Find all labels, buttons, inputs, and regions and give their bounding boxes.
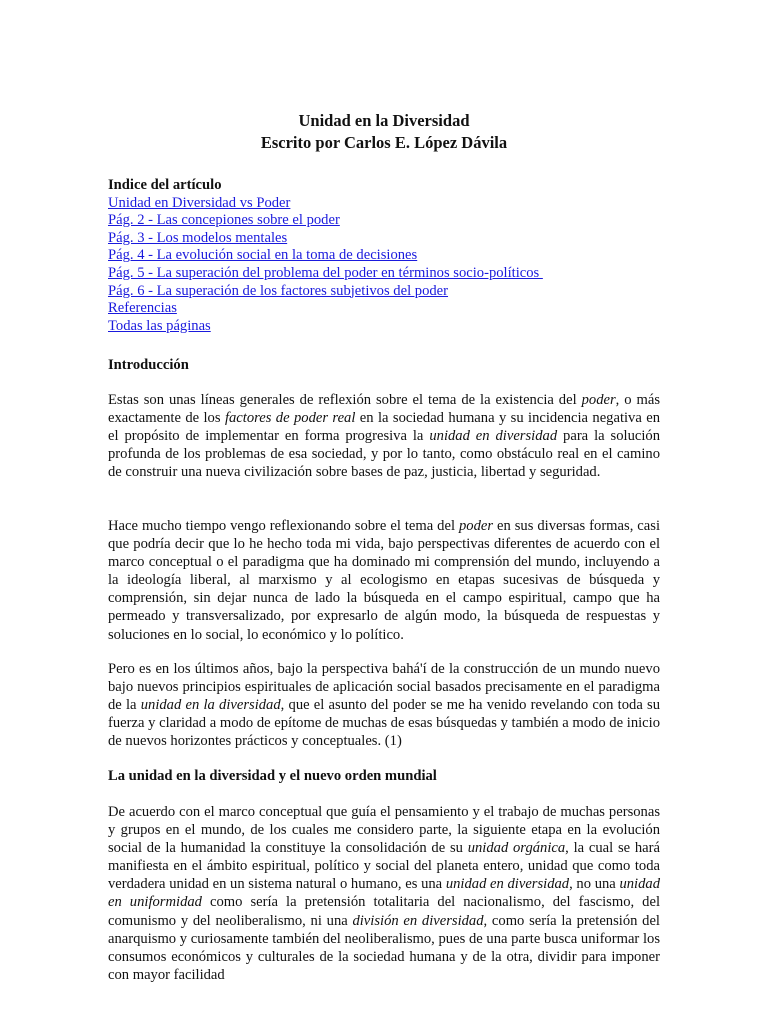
- index-link-5[interactable]: Pág. 5 - La superación del problema del poder en términos socio-políticos: [108, 264, 543, 281]
- article-index: [108, 177, 543, 335]
- section-2-heading: La unidad en la diversidad y el nuevo orden mundial: [108, 768, 437, 784]
- p3-text-1: Pero es en los últimos años, bajo la perspectiva bahá'í de la construcción de un mundo nuevo bajo nuevos principios espirituales de aplicación social basados precisamente en el paradigma de la: [108, 661, 660, 714]
- p4-emphasis-2: unidad en diversidad: [445, 876, 570, 893]
- index-link-2[interactable]: Pág. 2 - Las concepiones sobre el poder: [108, 212, 340, 229]
- p1-text-1: Estas son unas líneas generales de reflexión sobre el tema de la existencia del: [108, 392, 582, 408]
- p3-emphasis-1: unidad en la diversidad: [140, 697, 281, 714]
- p1-text-3: en la sociedad humana y su incidencia negativa en el propósito de implementar en forma progresiva la: [108, 410, 661, 445]
- p1-emphasis-1: poder: [581, 392, 616, 408]
- paragraph-2: [108, 517, 660, 644]
- article-byline: Escrito por Carlos E. López Dávila: [260, 133, 508, 152]
- p4-text-4: como sería la pretensión totalitaria del nacionalismo, del fascismo, del comunismo y del neoliberalismo, ni una: [108, 894, 661, 929]
- index-link-3[interactable]: Pág. 3 - Los modelos mentales: [108, 229, 288, 246]
- p2-text-1: Hace mucho tiempo vengo reflexionando sobre el tema del: [108, 518, 459, 534]
- p4-text-5: , como sería la pretensión del anarquismo y curiosamente también del neoliberalismo, pues de una parte busca uniformar los consumos económicos y culturales de la sociedad humana y de la otra, dividir para imponer con mayor facilidad: [108, 912, 660, 983]
- index-link-all-pages[interactable]: Todas las páginas: [108, 317, 211, 334]
- paragraph-3: [108, 660, 660, 750]
- p4-text-3: , no una: [569, 876, 620, 893]
- p2-emphasis-1: poder: [458, 518, 494, 534]
- index-link-1[interactable]: Unidad en Diversidad vs Poder: [108, 194, 291, 211]
- p4-emphasis-1: unidad orgánica: [467, 840, 566, 857]
- index-heading: Indice del artículo: [108, 177, 222, 193]
- p2-text-2: en sus diversas formas, casi que podría decir que lo he hecho toda mi vida, bajo perspectivas diferentes de acuerdo con el marco conceptual o el paradigma que ha dominado mi comprensión del mundo, incluyendo a la ideología liberal, al marxismo y al ecologismo en etapas sucesivas de búsqueda y comprensión, sin dejar nunca de lado la búsqueda en el campo espiritual, campo que ha permeado y transversalizado, por expresarlo de algún modo, la búsqueda de respuestas y soluciones en lo social, lo económico y lo político.: [108, 518, 660, 643]
- p4-emphasis-3: unidad en uniformidad: [108, 876, 660, 911]
- p4-text-1: De acuerdo con el marco conceptual que guía el pensamiento y el trabajo de muchas personas y grupos en el mundo, de los cuales me considero parte, la siguiente etapa en la evolución social de la humanidad la constituye la consolidación de su: [108, 804, 660, 857]
- title-block: [108, 110, 660, 154]
- p3-text-2: , que el asunto del poder se me ha venido revelando con toda su fuerza y claridad a modo de epítome de muchas de esas búsquedas y también a modo de inicio de nuevos horizontes prácticos y conceptuales. (1): [108, 697, 660, 750]
- p4-emphasis-4: división en diversidad: [352, 912, 484, 929]
- p1-text-2: , o más exactamente de los: [108, 392, 660, 427]
- p1-emphasis-3: unidad en diversidad: [429, 428, 558, 445]
- index-link-6[interactable]: Pág. 6 - La superación de los factores subjetivos del poder: [108, 282, 449, 299]
- p1-emphasis-2: factores de poder real: [224, 410, 356, 427]
- index-link-references[interactable]: Referencias: [108, 300, 177, 317]
- p1-text-4: para la solución profunda de los problemas de esa sociedad, y por lo tanto, como obstáculo real en el camino de construir una nueva civilización sobre bases de paz, justicia, libertad y seguridad.: [108, 428, 660, 481]
- article-title: Unidad en la Diversidad: [298, 111, 470, 130]
- p4-text-2: , la cual se hará manifiesta en el ámbito espiritual, político y social del planeta entero, unidad que como toda verdadera unidad en un sistema natural o humano, es una: [108, 840, 660, 893]
- index-link-4[interactable]: Pág. 4 - La evolución social en la toma de decisiones: [108, 247, 418, 264]
- paragraph-1: [108, 391, 660, 481]
- paragraph-4: [108, 803, 660, 984]
- intro-heading: Introducción: [108, 357, 189, 373]
